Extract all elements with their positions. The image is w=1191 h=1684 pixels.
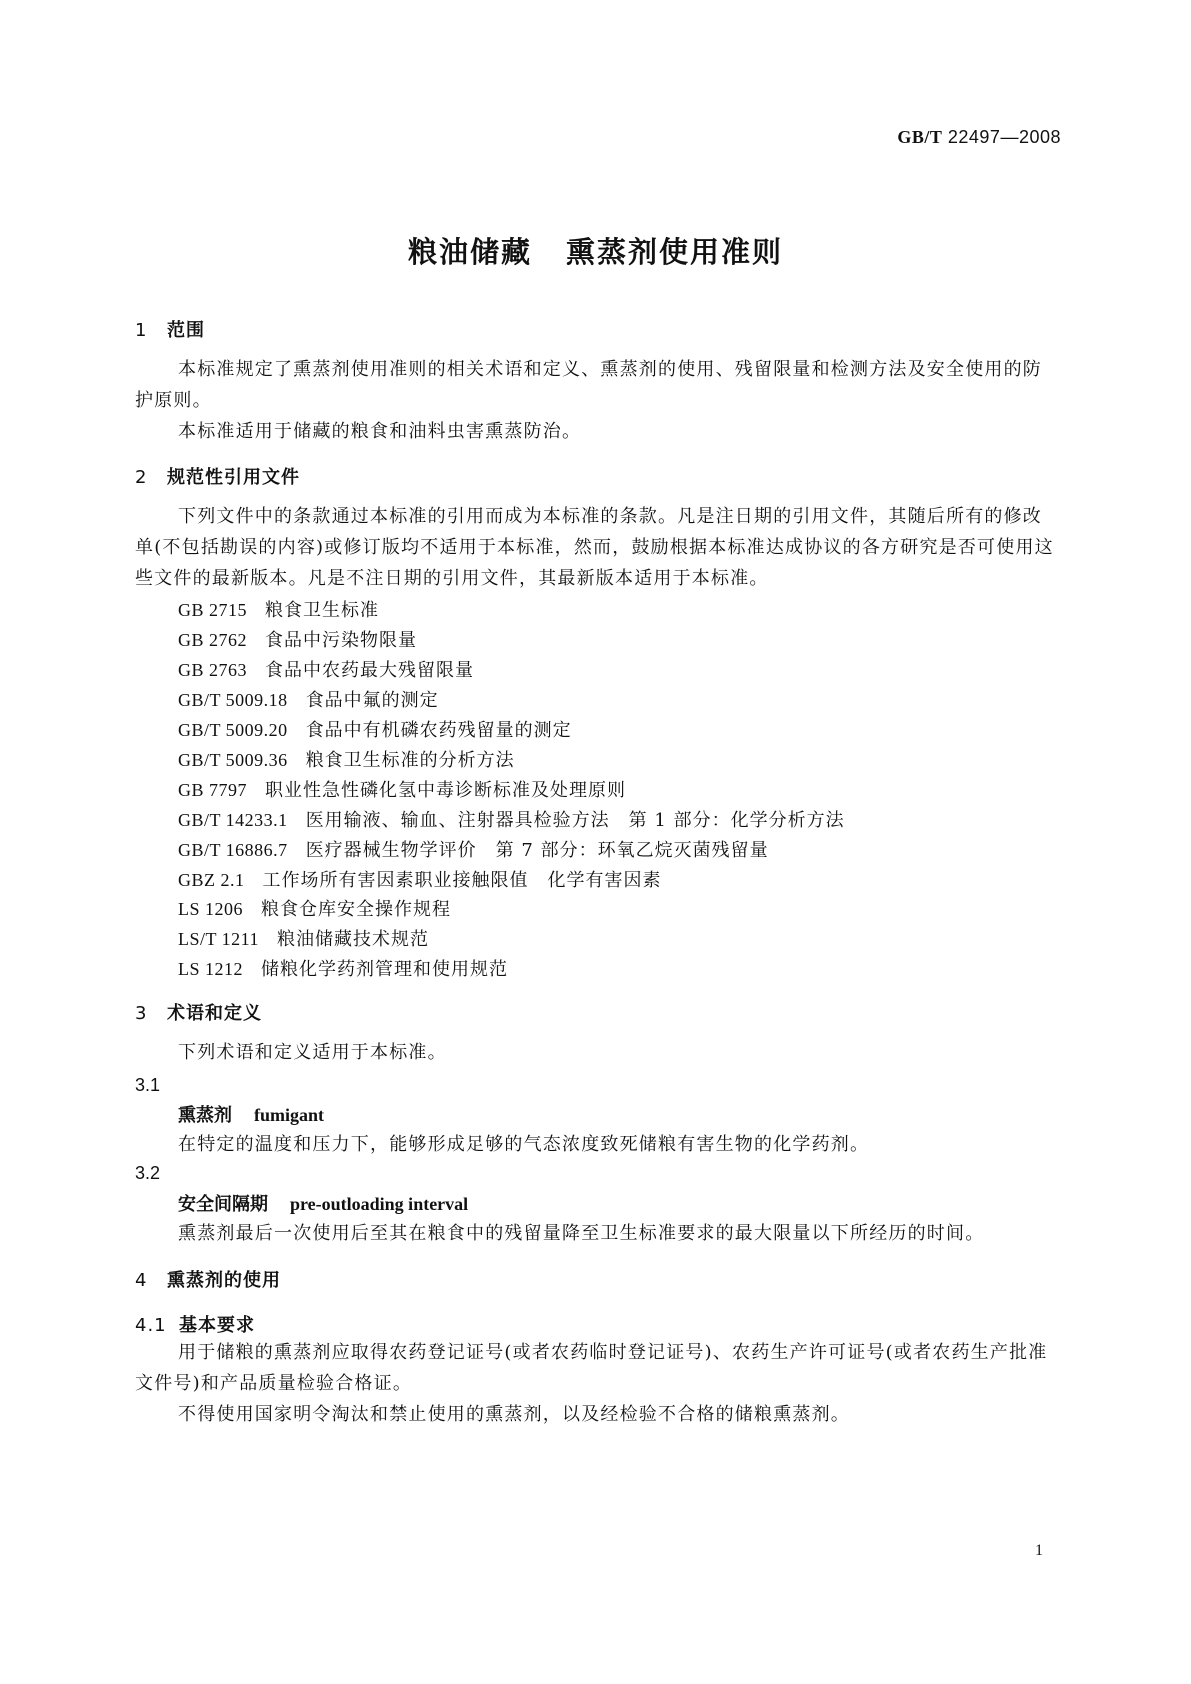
reference-code: GB/T 16886.7 <box>178 840 288 860</box>
section-title: 范围 <box>167 320 205 341</box>
reference-code: LS 1206 <box>178 899 244 919</box>
title-part-2: 熏蒸剂使用准则 <box>566 235 784 269</box>
term-number: 3.1 <box>135 1075 161 1095</box>
standard-code: 22497—2008 <box>947 127 1061 147</box>
reference-code: GB/T 14233.1 <box>178 810 288 830</box>
reference-item <box>178 716 572 742</box>
paragraph: 下列文件中的条款通过本标准的引用而成为本标准的条款。凡是注日期的引用文件，其随后所有的修改单(不包括勘误的内容)或修订版均不适用于本标准，然而，鼓励根据本标准达成协议的各方研究是否可使用这些文件的最新版本。凡是不注日期的引用文件，其最新版本适用于本标准。 <box>135 506 1054 589</box>
section-title: 规范性引用文件 <box>167 467 300 488</box>
reference-title: 储粮化学药剂管理和使用规范 <box>261 959 509 980</box>
reference-item <box>178 895 451 921</box>
reference-item <box>178 776 626 802</box>
reference-title: 职业性急性磷化氢中毒诊断标准及处理原则 <box>265 780 627 801</box>
reference-title: 粮食卫生标准 <box>265 600 380 621</box>
reference-code: GB 2715 <box>178 600 248 620</box>
term-zh: 熏蒸剂 <box>178 1105 232 1126</box>
section-number: 1 <box>135 320 148 341</box>
term-zh: 安全间隔期 <box>178 1194 268 1215</box>
section-1-heading <box>135 316 205 342</box>
term-number: 3.2 <box>135 1163 161 1183</box>
reference-title: 食品中污染物限量 <box>265 630 418 651</box>
reference-code: GB/T 5009.20 <box>178 720 288 740</box>
reference-item <box>178 626 417 652</box>
document-title <box>0 230 1191 271</box>
reference-title: 粮油储藏技术规范 <box>277 929 430 950</box>
reference-code: GB 7797 <box>178 780 248 800</box>
reference-code: LS/T 1211 <box>178 929 260 949</box>
reference-code: GB/T 5009.36 <box>178 750 288 770</box>
paragraph: 下列术语和定义适用于本标准。 <box>178 1042 447 1063</box>
section-number: 3 <box>135 1003 148 1024</box>
reference-item <box>178 686 439 712</box>
reference-item <box>178 596 379 622</box>
section-2-heading <box>135 463 300 489</box>
paragraph: 用于储粮的熏蒸剂应取得农药登记证号(或者农药临时登记证号)、农药生产许可证号(或者农药生产批准文件号)和产品质量检验合格证。 <box>135 1342 1048 1394</box>
reference-title: 医疗器械生物学评价 第 7 部分：环氧乙烷灭菌残留量 <box>305 840 769 861</box>
reference-item <box>178 866 662 892</box>
reference-title: 食品中有机磷农药残留量的测定 <box>305 720 572 741</box>
subsection-title: 基本要求 <box>179 1315 255 1336</box>
section-number: 4 <box>135 1270 148 1291</box>
reference-code: GBZ 2.1 <box>178 870 245 890</box>
reference-item <box>178 955 508 981</box>
subsection-4-1-heading <box>135 1311 255 1337</box>
reference-title: 医用输液、输血、注射器具检验方法 第 1 部分：化学分析方法 <box>305 810 845 831</box>
reference-title: 食品中氟的测定 <box>305 690 439 711</box>
section-number: 2 <box>135 467 148 488</box>
reference-item <box>178 746 515 772</box>
reference-item <box>178 806 845 832</box>
term-definition: 熏蒸剂最后一次使用后至其在粮食中的残留量降至卫生标准要求的最大限量以下所经历的时间。 <box>178 1223 985 1244</box>
term-heading <box>178 1101 324 1127</box>
section-3-heading <box>135 999 262 1025</box>
section-title: 术语和定义 <box>167 1003 262 1024</box>
standard-number <box>897 127 1061 148</box>
standard-prefix: GB/T <box>897 127 943 147</box>
term-definition: 在特定的温度和压力下，能够形成足够的气态浓度致死储粮有害生物的化学药剂。 <box>178 1134 870 1155</box>
reference-code: GB 2763 <box>178 660 248 680</box>
page-number: 1 <box>1035 1542 1043 1559</box>
subsection-number: 4.1 <box>135 1315 167 1336</box>
section-title: 熏蒸剂的使用 <box>167 1270 281 1291</box>
paragraph: 不得使用国家明令淘汰和禁止使用的熏蒸剂，以及经检验不合格的储粮熏蒸剂。 <box>178 1404 850 1425</box>
reference-title: 粮食仓库安全操作规程 <box>261 899 452 920</box>
section-4-heading <box>135 1266 281 1292</box>
title-part-1: 粮油储藏 <box>407 235 532 269</box>
reference-item <box>178 925 429 951</box>
term-en: pre-outloading interval <box>290 1194 469 1214</box>
paragraph: 本标准规定了熏蒸剂使用准则的相关术语和定义、熏蒸剂的使用、残留限量和检测方法及安全使用的防护原则。 <box>135 359 1042 411</box>
paragraph: 本标准适用于储藏的粮食和油料虫害熏蒸防治。 <box>178 421 582 442</box>
reference-title: 食品中农药最大残留限量 <box>265 660 475 681</box>
reference-code: GB 2762 <box>178 630 248 650</box>
reference-title: 粮食卫生标准的分析方法 <box>305 750 515 771</box>
reference-item <box>178 836 769 862</box>
reference-code: LS 1212 <box>178 959 244 979</box>
term-heading <box>178 1190 468 1216</box>
reference-code: GB/T 5009.18 <box>178 690 288 710</box>
term-en: fumigant <box>254 1105 325 1125</box>
reference-item <box>178 656 474 682</box>
reference-title: 工作场所有害因素职业接触限值 化学有害因素 <box>262 870 662 891</box>
